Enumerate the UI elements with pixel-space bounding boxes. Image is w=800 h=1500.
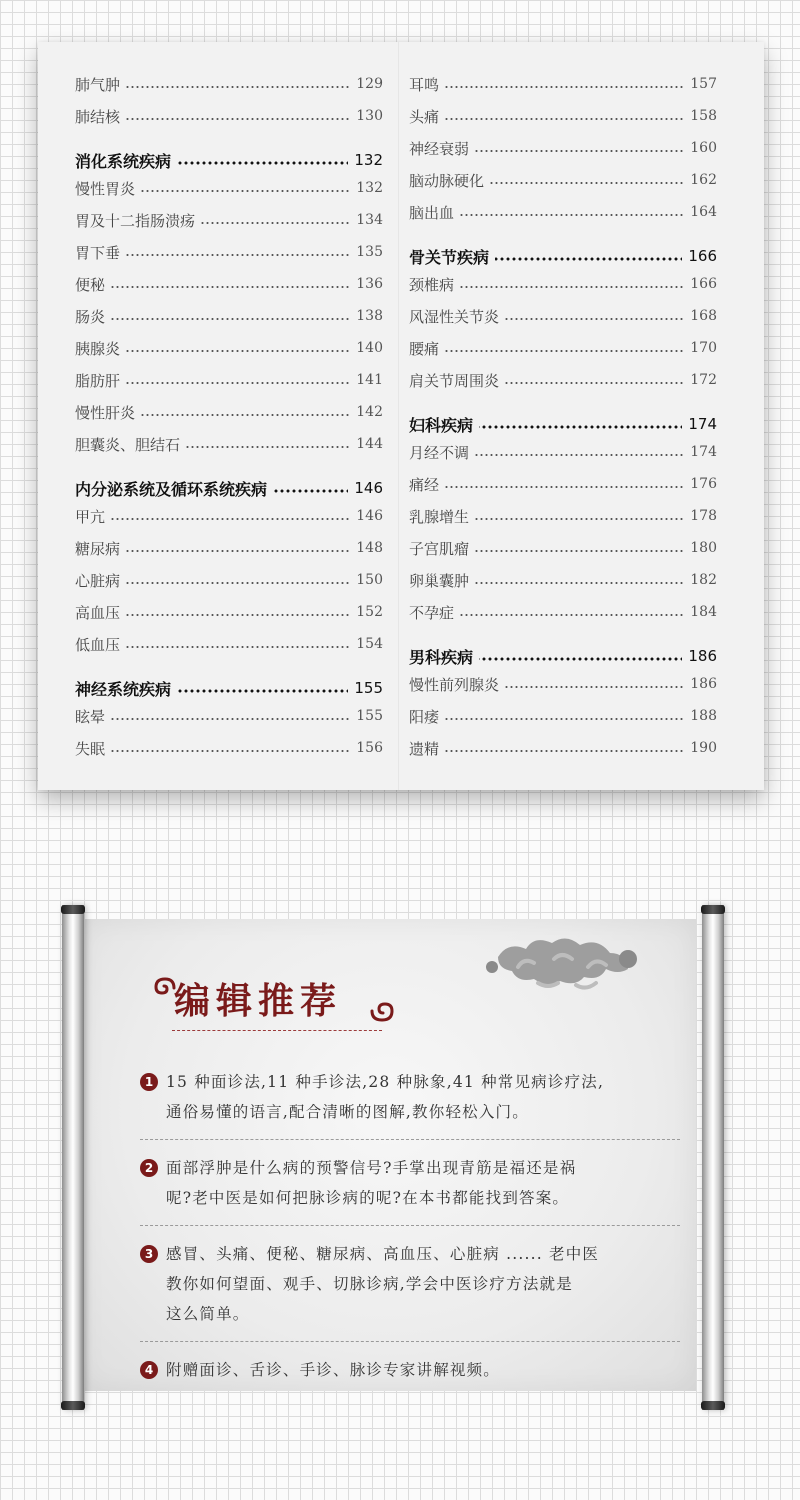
toc-title: 肺气肿: [75, 74, 126, 95]
toc-page-number: 132: [350, 180, 383, 196]
toc-page-number: 142: [350, 404, 383, 420]
toc-page-number: 148: [350, 540, 383, 556]
swirl-left-icon: [150, 977, 176, 999]
toc-page-number: 155: [348, 679, 383, 697]
toc-title: 失眠: [75, 738, 111, 759]
toc-entry: [409, 105, 717, 127]
toc-page-number: 190: [684, 740, 717, 756]
toc-title: 慢性肝炎: [75, 402, 141, 423]
toc-page-number: 166: [684, 276, 717, 292]
recommend-line: 这么简单。: [166, 1305, 250, 1323]
recommend-title-block: [162, 969, 422, 1039]
recommend-text: [166, 1153, 680, 1213]
title-underline: [172, 1030, 382, 1031]
recommend-item: [140, 1355, 680, 1397]
toc-title: 高血压: [75, 602, 126, 623]
toc-title: 神经系统疾病: [75, 677, 177, 700]
scroll-paper: [80, 919, 696, 1391]
toc-entry: [409, 569, 717, 591]
toc-title: 脂肪肝: [75, 370, 126, 391]
item-number-badge: 4: [140, 1361, 158, 1379]
toc-page-number: 157: [684, 76, 717, 92]
toc-title: 骨关节疾病: [409, 245, 495, 268]
toc-entry: [75, 401, 383, 423]
toc-title: 头痛: [409, 106, 445, 127]
recommend-line: 附赠面诊、舌诊、手诊、脉诊专家讲解视频。: [166, 1361, 501, 1379]
toc-title: 胰腺炎: [75, 338, 126, 359]
toc-title: 风湿性关节炎: [409, 306, 505, 327]
toc-title: 颈椎病: [409, 274, 460, 295]
toc-section-heading: [75, 149, 383, 171]
toc-page-number: 130: [350, 108, 383, 124]
toc-entry: [409, 337, 717, 359]
toc-entry: [409, 705, 717, 727]
toc-title: 脑动脉硬化: [409, 170, 490, 191]
toc-entry: [75, 337, 383, 359]
toc-page-number: 166: [682, 247, 717, 265]
recommend-text: [166, 1355, 680, 1385]
toc-page-number: 180: [684, 540, 717, 556]
recommend-line: 呢?老中医是如何把脉诊病的呢?在本书都能找到答案。: [166, 1189, 570, 1207]
toc-page-number: 184: [684, 604, 717, 620]
toc-title: 内分泌系统及循环系统疾病: [75, 477, 273, 500]
toc-title: 肩关节周围炎: [409, 370, 505, 391]
toc-section-heading: [409, 413, 717, 435]
toc-page-number: 170: [684, 340, 717, 356]
toc-entry: [75, 273, 383, 295]
toc-entry: [409, 537, 717, 559]
toc-entry: [409, 137, 717, 159]
toc-entry: [75, 73, 383, 95]
toc-title: 肺结核: [75, 106, 126, 127]
recommend-text: [166, 1239, 680, 1329]
toc-entry: [75, 737, 383, 759]
toc-entry: [75, 369, 383, 391]
toc-page-number: 172: [684, 372, 717, 388]
toc-entry: [75, 105, 383, 127]
toc-title: 子宫肌瘤: [409, 538, 475, 559]
toc-page-number: 162: [684, 172, 717, 188]
toc-page-number: 129: [350, 76, 383, 92]
toc-section-heading: [409, 245, 717, 267]
recommend-line: 感冒、头痛、便秘、糖尿病、高血压、心脏病 ...... 老中医: [166, 1245, 600, 1263]
toc-title: 阳痿: [409, 706, 445, 727]
cloud-ornament-icon: [478, 937, 658, 1017]
recommend-item: [140, 1239, 680, 1342]
toc-page-number: 150: [350, 572, 383, 588]
toc-title: 胆囊炎、胆结石: [75, 434, 186, 455]
toc-title: 妇科疾病: [409, 413, 479, 436]
toc-title: 卵巢囊肿: [409, 570, 475, 591]
toc-entry: [75, 305, 383, 327]
toc-entry: [75, 633, 383, 655]
toc-page-number: 186: [682, 647, 717, 665]
toc-title: 男科疾病: [409, 645, 479, 668]
toc-page-number: 174: [682, 415, 717, 433]
toc-page-number: 154: [350, 636, 383, 652]
scroll-roller-left: [62, 905, 84, 1410]
toc-entry: [409, 369, 717, 391]
toc-title: 肠炎: [75, 306, 111, 327]
toc-page-number: 152: [350, 604, 383, 620]
toc-entry: [75, 209, 383, 231]
column-divider: [398, 42, 399, 790]
toc-page-number: 136: [350, 276, 383, 292]
recommend-text: [166, 1067, 680, 1127]
toc-title: 遗精: [409, 738, 445, 759]
toc-page-number: 146: [348, 479, 383, 497]
toc-title: 神经衰弱: [409, 138, 475, 159]
scroll-roller-right: [702, 905, 724, 1410]
toc-page-number: 182: [684, 572, 717, 588]
toc-entry: [75, 505, 383, 527]
toc-page-number: 138: [350, 308, 383, 324]
toc-entry: [409, 169, 717, 191]
toc-entry: [409, 473, 717, 495]
toc-title: 眩晕: [75, 706, 111, 727]
toc-entry: [409, 601, 717, 623]
toc-page-number: 135: [350, 244, 383, 260]
toc-entry: [409, 201, 717, 223]
toc-page-number: 160: [684, 140, 717, 156]
recommend-item: [140, 1153, 680, 1226]
toc-page-number: 141: [350, 372, 383, 388]
toc-section-heading: [75, 477, 383, 499]
toc-page-number: 155: [350, 708, 383, 724]
toc-title: 甲亢: [75, 506, 111, 527]
recommend-title: 编辑推荐: [174, 980, 343, 1022]
toc-page-number: 156: [350, 740, 383, 756]
toc-entry: [409, 737, 717, 759]
toc-page-number: 144: [350, 436, 383, 452]
recommend-line: 15 种面诊法,11 种手诊法,28 种脉象,41 种常见病诊疗法,: [166, 1073, 605, 1091]
toc-entry: [75, 601, 383, 623]
toc-title: 便秘: [75, 274, 111, 295]
item-number-badge: 3: [140, 1245, 158, 1263]
toc-page-number: 132: [348, 151, 383, 169]
toc-entry: [75, 537, 383, 559]
toc-page-number: 174: [684, 444, 717, 460]
toc-page-number: 164: [684, 204, 717, 220]
toc-page-number: 146: [350, 508, 383, 524]
toc-entry: [75, 705, 383, 727]
toc-title: 乳腺增生: [409, 506, 475, 527]
toc-title: 腰痛: [409, 338, 445, 359]
toc-title: 慢性前列腺炎: [409, 674, 505, 695]
toc-entry: [75, 241, 383, 263]
recommend-scroll: [62, 905, 724, 1410]
recommend-item: [140, 1067, 680, 1140]
swirl-right-icon: [370, 999, 400, 1023]
toc-entry: [409, 441, 717, 463]
toc-title: 胃下垂: [75, 242, 126, 263]
toc-page-number: 178: [684, 508, 717, 524]
toc-entry: [75, 177, 383, 199]
toc-page-number: 140: [350, 340, 383, 356]
toc-entry: [409, 673, 717, 695]
toc-page-number: 168: [684, 308, 717, 324]
toc-entry: [409, 73, 717, 95]
toc-title: 消化系统疾病: [75, 149, 177, 172]
toc-section-heading: [409, 645, 717, 667]
toc-page-number: 176: [684, 476, 717, 492]
toc-title: 低血压: [75, 634, 126, 655]
recommend-line: 教你如何望面、观手、切脉诊病,学会中医诊疗方法就是: [166, 1275, 573, 1293]
item-number-badge: 1: [140, 1073, 158, 1091]
toc-title: 心脏病: [75, 570, 126, 591]
toc-title: 不孕症: [409, 602, 460, 623]
toc-title: 脑出血: [409, 202, 460, 223]
toc-page-number: 134: [350, 212, 383, 228]
toc-entry: [409, 273, 717, 295]
toc-title: 痛经: [409, 474, 445, 495]
toc-title: 慢性胃炎: [75, 178, 141, 199]
recommend-line: 面部浮肿是什么病的预警信号?手掌出现青筋是福还是祸: [166, 1159, 577, 1177]
toc-entry: [409, 505, 717, 527]
item-number-badge: 2: [140, 1159, 158, 1177]
toc-title: 糖尿病: [75, 538, 126, 559]
toc-page-number: 186: [684, 676, 717, 692]
toc-card: [38, 42, 764, 790]
toc-entry: [409, 305, 717, 327]
recommend-line: 通俗易懂的语言,配合清晰的图解,教你轻松入门。: [166, 1103, 529, 1121]
toc-entry: [75, 433, 383, 455]
toc-entry: [75, 569, 383, 591]
toc-page-number: 188: [684, 708, 717, 724]
toc-title: 胃及十二指肠溃疡: [75, 210, 201, 231]
toc-title: 耳鸣: [409, 74, 445, 95]
toc-title: 月经不调: [409, 442, 475, 463]
toc-section-heading: [75, 677, 383, 699]
toc-page-number: 158: [684, 108, 717, 124]
